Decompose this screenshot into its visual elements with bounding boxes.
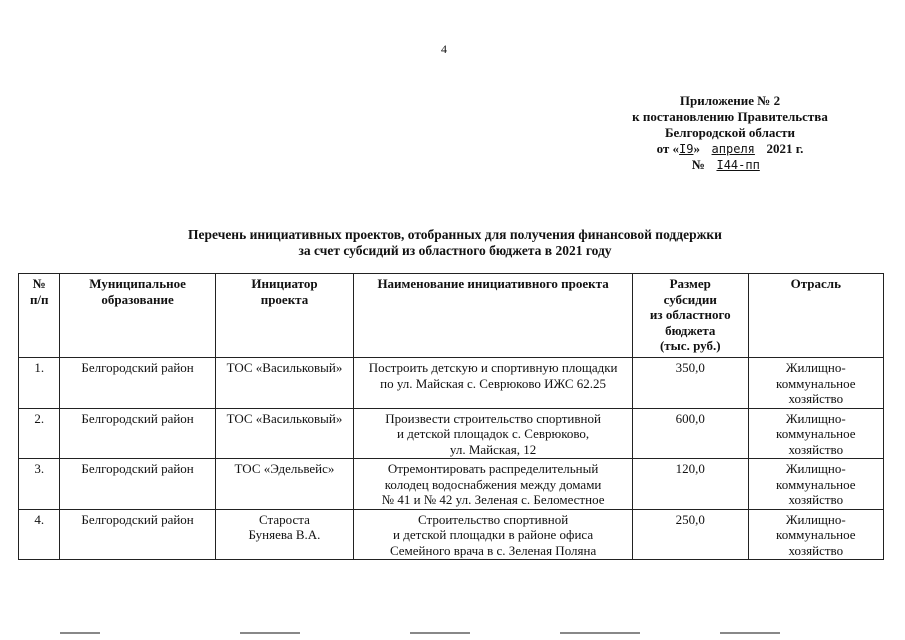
cell-num-line: 1. [34,360,45,375]
cell-project [354,408,633,459]
scan-edge-mark [410,632,470,634]
annex-title: Приложение № 2 [679,93,781,108]
cell-sector [748,509,883,560]
cell-municipality [60,358,215,409]
table-body [19,358,884,560]
scan-edge-mark [720,632,780,634]
cell-project-line: Произвести строительство спортивной [385,410,601,426]
cell-sector [748,408,883,459]
cell-sector-line: хозяйство [788,391,844,406]
annex-number [600,157,860,173]
header-line: проекта [260,291,309,307]
header-line: субсидии [663,291,717,307]
cell-project-line: Построить детскую и спортивную площадки [368,360,618,375]
scan-edge-mark [240,632,300,634]
projects-table [18,273,884,560]
scan-edge-mark [60,632,100,634]
cell-num [19,408,60,459]
header-line: Размер [669,276,711,291]
cell-sector-line: коммунальное [776,375,856,391]
header-num [19,274,60,358]
date-day: I9 [679,142,694,156]
table-header-row [19,274,884,358]
cell-initiator-line: ТОС «Васильковый» [226,410,343,426]
cell-project [354,358,633,409]
cell-project-line: по ул. Майская с. Севрюково ИЖС 62.25 [380,375,607,391]
cell-project-line: и детской площадок с. Севрюково, [397,426,590,441]
header-line: Наименование инициативного проекта [377,276,609,291]
date-month: апреля [711,142,755,156]
cell-initiator-line: Буняева В.А. [248,527,321,542]
cell-municipality [60,459,215,510]
header-municipality [60,274,215,358]
table-row [19,509,884,560]
cell-project-line: № 41 и № 42 ул. Зеленая с. Беломестное [381,492,605,507]
cell-sector [748,358,883,409]
cell-initiator-line: Староста [259,511,310,527]
cell-num-line: 2. [34,410,45,426]
table-row [19,408,884,459]
cell-sector-line: Жилищно- [785,461,846,476]
header-line: образование [101,291,174,307]
annex-line-2: к постановлению Правительства [632,109,828,124]
cell-num [19,358,60,409]
table-row [19,358,884,409]
header-initiator [215,274,354,358]
header-project [354,274,633,358]
cell-project-line: ул. Майская, 12 [449,441,537,457]
annex-line-3: Белгородской области [664,125,796,140]
cell-num [19,459,60,510]
cell-sector-line: Жилищно- [785,511,846,527]
number-prefix: № [691,157,705,172]
annex-date [600,141,860,157]
number-value: I44-пп [716,158,760,172]
date-sep: » [693,141,700,156]
cell-project-line: и детской площадки в районе офиса [393,527,594,542]
cell-amount-line: 250,0 [675,511,705,527]
header-amount [632,274,748,358]
cell-initiator-line: ТОС «Васильковый» [226,360,343,375]
cell-project-line: Семейного врача в с. Зеленая Поляна [389,542,597,558]
cell-municipality-line: Белгородский район [81,461,194,476]
cell-project-line: Отремонтировать распределительный [387,461,599,476]
cell-municipality-line: Белгородский район [81,410,194,426]
date-prefix: от « [656,141,680,156]
cell-amount-line: 600,0 [675,410,705,426]
table-row [19,459,884,510]
cell-sector-line: коммунальное [776,426,856,441]
cell-sector-line: коммунальное [776,527,856,542]
header-line: № [32,276,46,291]
cell-num [19,509,60,560]
cell-sector-line: коммунальное [776,476,856,492]
cell-num-line: 3. [34,461,45,476]
header-line: (тыс. руб.) [659,338,721,353]
cell-municipality [60,408,215,459]
header-sector [748,274,883,358]
cell-project-line: Строительство спортивной [418,511,569,527]
header-line: Инициатор [251,276,318,291]
cell-amount [632,408,748,459]
header-line: бюджета [665,322,716,338]
annex-block [600,93,860,173]
document-title [60,227,850,259]
cell-sector-line: хозяйство [788,441,844,457]
cell-sector-line: Жилищно- [785,360,846,375]
header-line: Муниципальное [89,276,186,291]
cell-amount [632,358,748,409]
header-line: п/п [29,291,49,307]
cell-initiator [215,408,354,459]
scan-edge-mark [560,632,640,634]
cell-sector-line: хозяйство [788,542,844,558]
cell-amount-line: 120,0 [675,461,705,476]
cell-sector [748,459,883,510]
page-number: 4 [441,42,447,56]
cell-amount-line: 350,0 [675,360,705,375]
header-line: из областного [649,307,731,322]
cell-amount [632,509,748,560]
document-title-line-1: Перечень инициативных проектов, отобранных для получения финансовой поддержки [188,227,722,242]
document-title-line-2: за счет субсидий из областного бюджета в 2021 году [298,243,612,258]
cell-amount [632,459,748,510]
cell-initiator [215,509,354,560]
cell-project [354,509,633,560]
cell-initiator-line: ТОС «Эдельвейс» [234,461,335,476]
cell-sector-line: хозяйство [788,492,844,507]
date-year: 2021 г. [766,141,804,156]
cell-municipality-line: Белгородский район [81,511,194,527]
cell-num-line: 4. [34,511,45,527]
cell-municipality-line: Белгородский район [81,360,194,375]
cell-sector-line: Жилищно- [785,410,846,426]
cell-project [354,459,633,510]
cell-project-line: колодец водоснабжения между домами [384,476,602,492]
cell-initiator [215,459,354,510]
cell-municipality [60,509,215,560]
cell-initiator [215,358,354,409]
header-line: Отрасль [790,276,841,291]
